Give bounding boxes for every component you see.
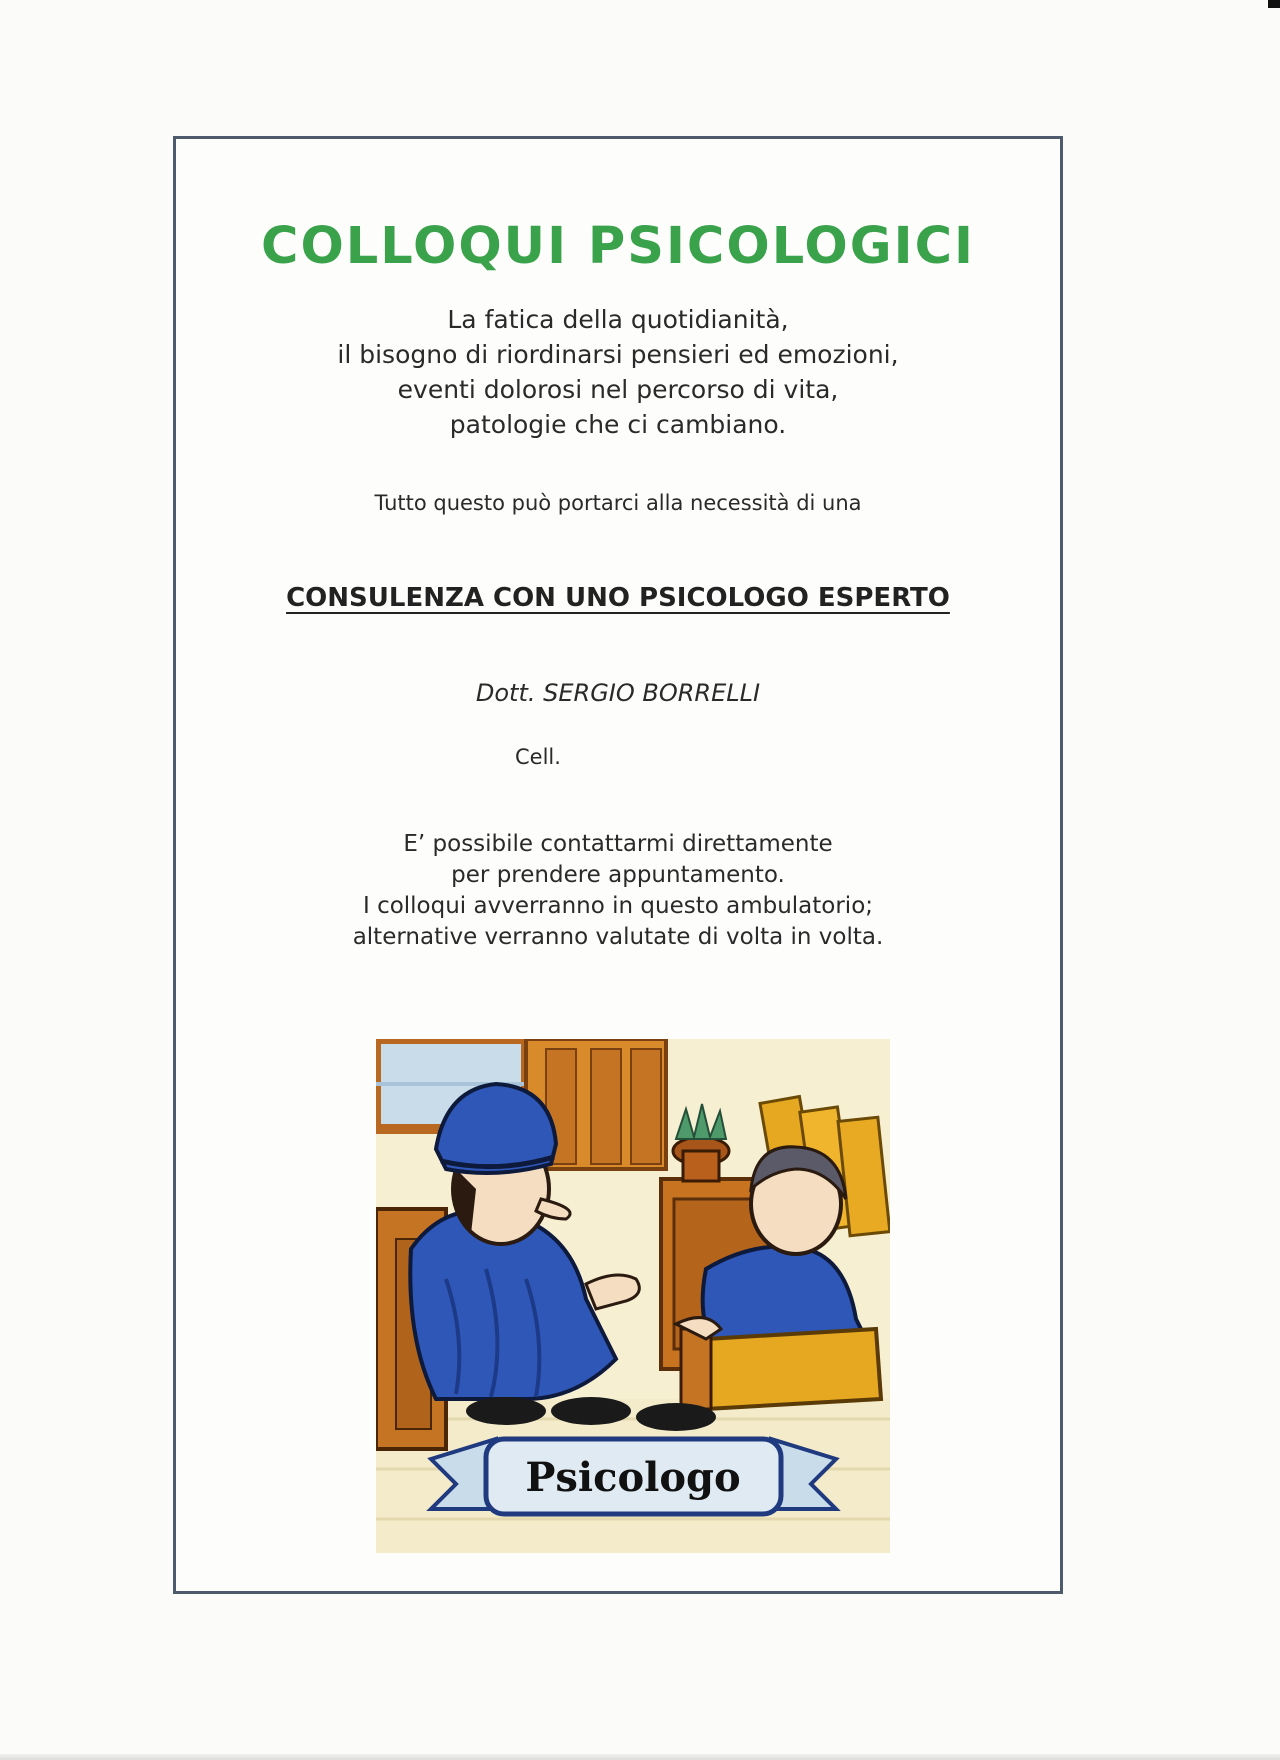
lead-text: Tutto questo può portarci alla necessità di una xyxy=(374,491,862,515)
doctor-name: Dott. SERGIO BORRELLI xyxy=(475,679,761,707)
consultation-headline xyxy=(176,583,1060,613)
contact-paragraph xyxy=(176,829,1060,953)
intro-line: il bisogno di riordinarsi pensieri ed emozioni, xyxy=(337,340,899,369)
contact-line: I colloqui avverranno in questo ambulatorio; xyxy=(362,893,874,919)
intro-line: patologie che ci cambiano. xyxy=(449,410,787,439)
scan-bottom-edge xyxy=(0,1754,1280,1760)
intro-line: La fatica della quotidianità, xyxy=(447,305,789,334)
contact-line: E’ possibile contattarmi direttamente xyxy=(403,831,833,857)
illustration-drawing xyxy=(376,1039,890,1553)
illustration-banner-text: Psicologo xyxy=(525,1454,741,1501)
psychologist-tile-illustration xyxy=(376,1039,890,1553)
cell-label: Cell. xyxy=(515,745,561,769)
contact-line: alternative verranno valutate di volta in volta. xyxy=(352,924,884,950)
consultation-headline-text: CONSULENZA CON UNO PSICOLOGO ESPERTO xyxy=(286,583,950,613)
intro-paragraph xyxy=(176,302,1060,442)
poster-frame xyxy=(173,136,1063,1594)
contact-line: per prendere appuntamento. xyxy=(451,862,785,888)
scan-corner-mark xyxy=(1268,0,1280,8)
poster-title: COLLOQUI PSICOLOGICI xyxy=(261,217,975,276)
intro-line: eventi dolorosi nel percorso di vita, xyxy=(397,375,839,404)
